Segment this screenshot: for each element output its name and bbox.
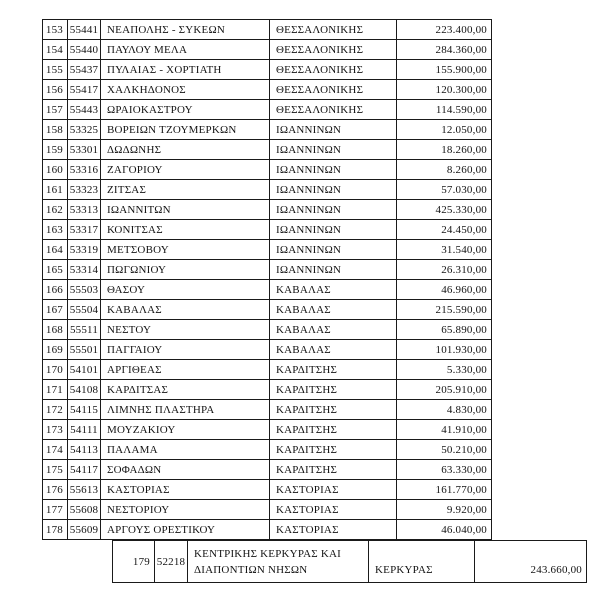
- cell-row-number: 179: [113, 541, 155, 583]
- cell-amount: 205.910,00: [397, 380, 492, 400]
- cell-row-number: 178: [43, 520, 68, 540]
- cell-amount: 50.210,00: [397, 440, 492, 460]
- cell-row-number: 167: [43, 300, 68, 320]
- cell-row-number: 175: [43, 460, 68, 480]
- cell-row-number: 173: [43, 420, 68, 440]
- table-row: [43, 200, 492, 220]
- cell-amount: 46.040,00: [397, 520, 492, 540]
- table-row: [43, 240, 492, 260]
- cell-municipality: ΚΑΒΑΛΑΣ: [101, 300, 270, 320]
- cell-row-number: 165: [43, 260, 68, 280]
- cell-amount: 24.450,00: [397, 220, 492, 240]
- cell-amount: 161.770,00: [397, 480, 492, 500]
- cell-amount: 18.260,00: [397, 140, 492, 160]
- cell-prefecture: ΚΑΡΔΙΤΣΗΣ: [270, 420, 397, 440]
- cell-municipality: ΣΟΦΑΔΩΝ: [101, 460, 270, 480]
- cell-row-number: 163: [43, 220, 68, 240]
- table-row: [43, 160, 492, 180]
- cell-amount: 5.330,00: [397, 360, 492, 380]
- cell-municipality: ΩΡΑΙΟΚΑΣΤΡΟΥ: [101, 100, 270, 120]
- cell-prefecture: ΚΑΣΤΟΡΙΑΣ: [270, 480, 397, 500]
- cell-prefecture: ΙΩΑΝΝΙΝΩΝ: [270, 220, 397, 240]
- table-row: [43, 100, 492, 120]
- table-row: [43, 360, 492, 380]
- cell-code: 54113: [68, 440, 101, 460]
- cell-code: 55503: [68, 280, 101, 300]
- cell-municipality: ΠΑΓΓΑΙΟΥ: [101, 340, 270, 360]
- cell-prefecture: ΚΑΡΔΙΤΣΗΣ: [270, 380, 397, 400]
- cell-prefecture: ΘΕΣΣΑΛΟΝΙΚΗΣ: [270, 60, 397, 80]
- cell-amount: 9.920,00: [397, 500, 492, 520]
- cell-prefecture: ΚΑΡΔΙΤΣΗΣ: [270, 360, 397, 380]
- cell-code: 54111: [68, 420, 101, 440]
- municipality-line1: ΚΕΝΤΡΙΚΗΣ ΚΕΡΚΥΡΑΣ ΚΑΙ: [194, 547, 341, 560]
- cell-municipality: ΔΩΔΩΝΗΣ: [101, 140, 270, 160]
- cell-row-number: 164: [43, 240, 68, 260]
- cell-prefecture: ΚΑΡΔΙΤΣΗΣ: [270, 440, 397, 460]
- cell-amount: 284.360,00: [397, 40, 492, 60]
- cell-municipality: ΠΥΛΑΙΑΣ - ΧΟΡΤΙΑΤΗ: [101, 60, 270, 80]
- cell-code: 55608: [68, 500, 101, 520]
- cell-amount: 31.540,00: [397, 240, 492, 260]
- cell-row-number: 177: [43, 500, 68, 520]
- cell-amount: 65.890,00: [397, 320, 492, 340]
- cell-prefecture: ΘΕΣΣΑΛΟΝΙΚΗΣ: [270, 40, 397, 60]
- allocations-table-grid: [42, 19, 492, 540]
- cell-municipality: ΑΡΓΟΥΣ ΟΡΕΣΤΙΚΟΥ: [101, 520, 270, 540]
- cell-amount: 155.900,00: [397, 60, 492, 80]
- table-row: [43, 520, 492, 540]
- cell-prefecture: ΘΕΣΣΑΛΟΝΙΚΗΣ: [270, 20, 397, 40]
- cell-prefecture: ΙΩΑΝΝΙΝΩΝ: [270, 200, 397, 220]
- cell-row-number: 169: [43, 340, 68, 360]
- cell-municipality: ΛΙΜΝΗΣ ΠΛΑΣΤΗΡΑ: [101, 400, 270, 420]
- cell-code: 54115: [68, 400, 101, 420]
- cell-prefecture: ΚΑΒΑΛΑΣ: [270, 280, 397, 300]
- cell-municipality: ΠΩΓΩΝΙΟΥ: [101, 260, 270, 280]
- cell-code: 53323: [68, 180, 101, 200]
- cell-amount: 223.400,00: [397, 20, 492, 40]
- cell-code: 55441: [68, 20, 101, 40]
- table-row: [43, 320, 492, 340]
- cell-amount: 63.330,00: [397, 460, 492, 480]
- cell-prefecture: ΙΩΑΝΝΙΝΩΝ: [270, 160, 397, 180]
- cell-municipality: ΖΑΓΟΡΙΟΥ: [101, 160, 270, 180]
- allocations-table: [42, 19, 492, 540]
- cell-row-number: 172: [43, 400, 68, 420]
- footer-row-table: [112, 540, 587, 583]
- table-row: [43, 120, 492, 140]
- cell-code: 55440: [68, 40, 101, 60]
- cell-prefecture: ΚΑΒΑΛΑΣ: [270, 300, 397, 320]
- cell-prefecture: ΙΩΑΝΝΙΝΩΝ: [270, 260, 397, 280]
- municipality-line2: ΔΙΑΠΟΝΤΙΩΝ ΝΗΣΩΝ: [194, 563, 308, 576]
- cell-code: 55504: [68, 300, 101, 320]
- cell-code: 52218: [155, 541, 188, 583]
- cell-municipality: ΝΕΣΤΟΡΙΟΥ: [101, 500, 270, 520]
- cell-row-number: 155: [43, 60, 68, 80]
- cell-prefecture: ΚΑΡΔΙΤΣΗΣ: [270, 460, 397, 480]
- cell-code: 54108: [68, 380, 101, 400]
- cell-code: 53319: [68, 240, 101, 260]
- cell-prefecture: ΚΑΒΑΛΑΣ: [270, 340, 397, 360]
- cell-amount: 41.910,00: [397, 420, 492, 440]
- cell-prefecture: ΙΩΑΝΝΙΝΩΝ: [270, 240, 397, 260]
- cell-code: 55443: [68, 100, 101, 120]
- cell-municipality: ΖΙΤΣΑΣ: [101, 180, 270, 200]
- main-table-body: [43, 20, 492, 540]
- cell-row-number: 166: [43, 280, 68, 300]
- cell-prefecture: ΚΑΡΔΙΤΣΗΣ: [270, 400, 397, 420]
- cell-code: 55501: [68, 340, 101, 360]
- cell-municipality: ΑΡΓΙΘΕΑΣ: [101, 360, 270, 380]
- table-row-footer: [113, 541, 587, 583]
- cell-amount: 12.050,00: [397, 120, 492, 140]
- cell-amount: 26.310,00: [397, 260, 492, 280]
- footer-row-grid: [112, 540, 587, 583]
- cell-amount: 57.030,00: [397, 180, 492, 200]
- cell-municipality: [188, 541, 369, 583]
- cell-municipality: ΜΕΤΣΟΒΟΥ: [101, 240, 270, 260]
- table-row: [43, 380, 492, 400]
- table-row: [43, 40, 492, 60]
- table-row: [43, 140, 492, 160]
- cell-amount: 120.300,00: [397, 80, 492, 100]
- cell-amount: 8.260,00: [397, 160, 492, 180]
- table-row: [43, 80, 492, 100]
- cell-municipality: ΝΕΑΠΟΛΗΣ - ΣΥΚΕΩΝ: [101, 20, 270, 40]
- table-row: [43, 340, 492, 360]
- cell-row-number: 176: [43, 480, 68, 500]
- cell-amount: 46.960,00: [397, 280, 492, 300]
- cell-prefecture: ΘΕΣΣΑΛΟΝΙΚΗΣ: [270, 80, 397, 100]
- cell-municipality: ΜΟΥΖΑΚΙΟΥ: [101, 420, 270, 440]
- cell-code: 53301: [68, 140, 101, 160]
- cell-code: 53325: [68, 120, 101, 140]
- cell-prefecture: ΙΩΑΝΝΙΝΩΝ: [270, 120, 397, 140]
- table-row: [43, 400, 492, 420]
- cell-prefecture: ΙΩΑΝΝΙΝΩΝ: [270, 180, 397, 200]
- table-row: [43, 220, 492, 240]
- cell-row-number: 168: [43, 320, 68, 340]
- cell-municipality: ΠΑΥΛΟΥ ΜΕΛΑ: [101, 40, 270, 60]
- cell-municipality: ΠΑΛΑΜΑ: [101, 440, 270, 460]
- cell-amount: 101.930,00: [397, 340, 492, 360]
- table-row: [43, 480, 492, 500]
- cell-row-number: 160: [43, 160, 68, 180]
- cell-prefecture: ΚΑΣΤΟΡΙΑΣ: [270, 500, 397, 520]
- cell-row-number: 158: [43, 120, 68, 140]
- cell-row-number: 154: [43, 40, 68, 60]
- cell-code: 55417: [68, 80, 101, 100]
- cell-row-number: 170: [43, 360, 68, 380]
- cell-amount: 114.590,00: [397, 100, 492, 120]
- cell-prefecture: ΘΕΣΣΑΛΟΝΙΚΗΣ: [270, 100, 397, 120]
- table-row: [43, 260, 492, 280]
- cell-prefecture: ΚΑΒΑΛΑΣ: [270, 320, 397, 340]
- cell-code: 53313: [68, 200, 101, 220]
- cell-row-number: 171: [43, 380, 68, 400]
- table-row: [43, 280, 492, 300]
- table-row: [43, 440, 492, 460]
- cell-code: 53317: [68, 220, 101, 240]
- cell-municipality: ΧΑΛΚΗΔΟΝΟΣ: [101, 80, 270, 100]
- cell-code: 55437: [68, 60, 101, 80]
- table-row: [43, 180, 492, 200]
- cell-row-number: 161: [43, 180, 68, 200]
- table-row: [43, 460, 492, 480]
- cell-row-number: 159: [43, 140, 68, 160]
- cell-municipality: ΚΑΡΔΙΤΣΑΣ: [101, 380, 270, 400]
- cell-municipality: ΝΕΣΤΟΥ: [101, 320, 270, 340]
- cell-municipality: ΙΩΑΝΝΙΤΩΝ: [101, 200, 270, 220]
- cell-prefecture: ΚΕΡΚΥΡΑΣ: [369, 541, 475, 583]
- table-row: [43, 420, 492, 440]
- cell-code: 53316: [68, 160, 101, 180]
- table-row: [43, 500, 492, 520]
- cell-code: 55511: [68, 320, 101, 340]
- cell-code: 55613: [68, 480, 101, 500]
- cell-row-number: 157: [43, 100, 68, 120]
- table-row: [43, 60, 492, 80]
- cell-code: 54101: [68, 360, 101, 380]
- cell-amount: 243.660,00: [475, 541, 587, 583]
- cell-municipality: ΘΑΣΟΥ: [101, 280, 270, 300]
- cell-amount: 425.330,00: [397, 200, 492, 220]
- cell-municipality: ΒΟΡΕΙΩΝ ΤΖΟΥΜΕΡΚΩΝ: [101, 120, 270, 140]
- cell-prefecture: ΙΩΑΝΝΙΝΩΝ: [270, 140, 397, 160]
- cell-row-number: 174: [43, 440, 68, 460]
- cell-municipality: ΚΟΝΙΤΣΑΣ: [101, 220, 270, 240]
- cell-municipality: ΚΑΣΤΟΡΙΑΣ: [101, 480, 270, 500]
- table-row: [43, 300, 492, 320]
- cell-row-number: 153: [43, 20, 68, 40]
- cell-code: 55609: [68, 520, 101, 540]
- cell-row-number: 156: [43, 80, 68, 100]
- cell-code: 53314: [68, 260, 101, 280]
- cell-amount: 4.830,00: [397, 400, 492, 420]
- cell-prefecture: ΚΑΣΤΟΡΙΑΣ: [270, 520, 397, 540]
- table-row: [43, 20, 492, 40]
- cell-code: 54117: [68, 460, 101, 480]
- cell-amount: 215.590,00: [397, 300, 492, 320]
- cell-row-number: 162: [43, 200, 68, 220]
